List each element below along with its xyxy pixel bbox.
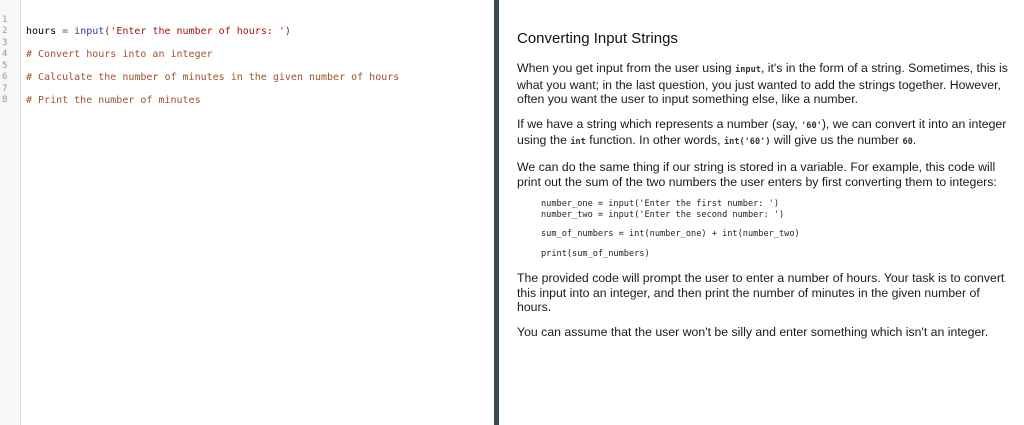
paragraph-task: The provided code will prompt the user to enter a number of hours. Your task is to convert this input into an integer, and then print the number of minutes in the given number of hours. — [517, 271, 1005, 315]
inline-code: 60 — [902, 137, 913, 148]
code-token: input — [74, 26, 105, 37]
inline-code: '60' — [801, 120, 822, 131]
line-number: 6 — [2, 72, 8, 82]
inline-code: int('60') — [723, 137, 771, 148]
code-comment[interactable]: # Calculate the number of minutes in the given number of hours — [26, 72, 400, 83]
code-gap — [541, 240, 1013, 249]
code-line[interactable] — [0, 72, 494, 106]
code-line: number_two = input('Enter the second number: ') — [541, 209, 785, 220]
instructions-panel — [499, 0, 1024, 425]
line-number: 7 — [2, 83, 8, 94]
code-gap — [541, 220, 1013, 229]
line-number: 3 — [2, 37, 8, 48]
code-comment[interactable]: # Convert hours into an integer — [26, 49, 213, 60]
text: will give us the number — [770, 133, 903, 148]
paragraph-int-function — [517, 117, 1013, 150]
line-number: 1 — [2, 14, 8, 25]
text: . — [912, 133, 917, 148]
code-line: number_one = input('Enter the first number: ') — [541, 199, 779, 210]
text: When you get input from the user using — [517, 61, 736, 75]
code-token: = — [56, 26, 75, 37]
paragraph-assumption: You can assume that the user won't be silly and enter something which isn't an integer. — [517, 324, 989, 339]
text: ), we can convert it into an integer using the — [517, 116, 1007, 148]
line-number: 8 — [2, 95, 8, 105]
code-comment[interactable]: # Print the number of minutes — [26, 95, 201, 106]
code-line[interactable] — [0, 26, 494, 60]
inline-code: input — [735, 65, 761, 75]
code-line: print(sum_of_numbers) — [541, 248, 650, 259]
code-token: hours — [26, 26, 57, 37]
lesson-title: Converting Input Strings — [517, 30, 678, 47]
example-code-block — [517, 199, 1013, 259]
code-token: ('Enter the number of hours: ') — [104, 26, 291, 37]
code-line: sum_of_numbers = int(number_one) + int(number_two) — [541, 229, 800, 240]
paragraph-variable-example: We can do the same thing if our string is stored in a variable. For example, this code will print out the sum of the two numbers the user enters by first converting them to integers: — [517, 159, 997, 189]
text: If we have a string which represents a number (say, — [517, 116, 802, 131]
text: , it's in the form of a string. Sometimes, this is what you want; in the last question, you just wanted to add the strings together. However, often you want the user to input something else, like a number. — [517, 61, 1008, 107]
code-editor[interactable] — [0, 0, 494, 425]
line-number: 4 — [2, 49, 8, 59]
line-number: 2 — [2, 26, 8, 36]
code-line[interactable] — [0, 49, 494, 83]
inline-code: int — [570, 137, 586, 148]
instructions-content — [517, 30, 1013, 350]
text: function. In other words, — [585, 133, 724, 148]
line-number: 5 — [2, 60, 8, 71]
code-line[interactable] — [0, 3, 494, 37]
paragraph-intro — [517, 61, 1013, 107]
